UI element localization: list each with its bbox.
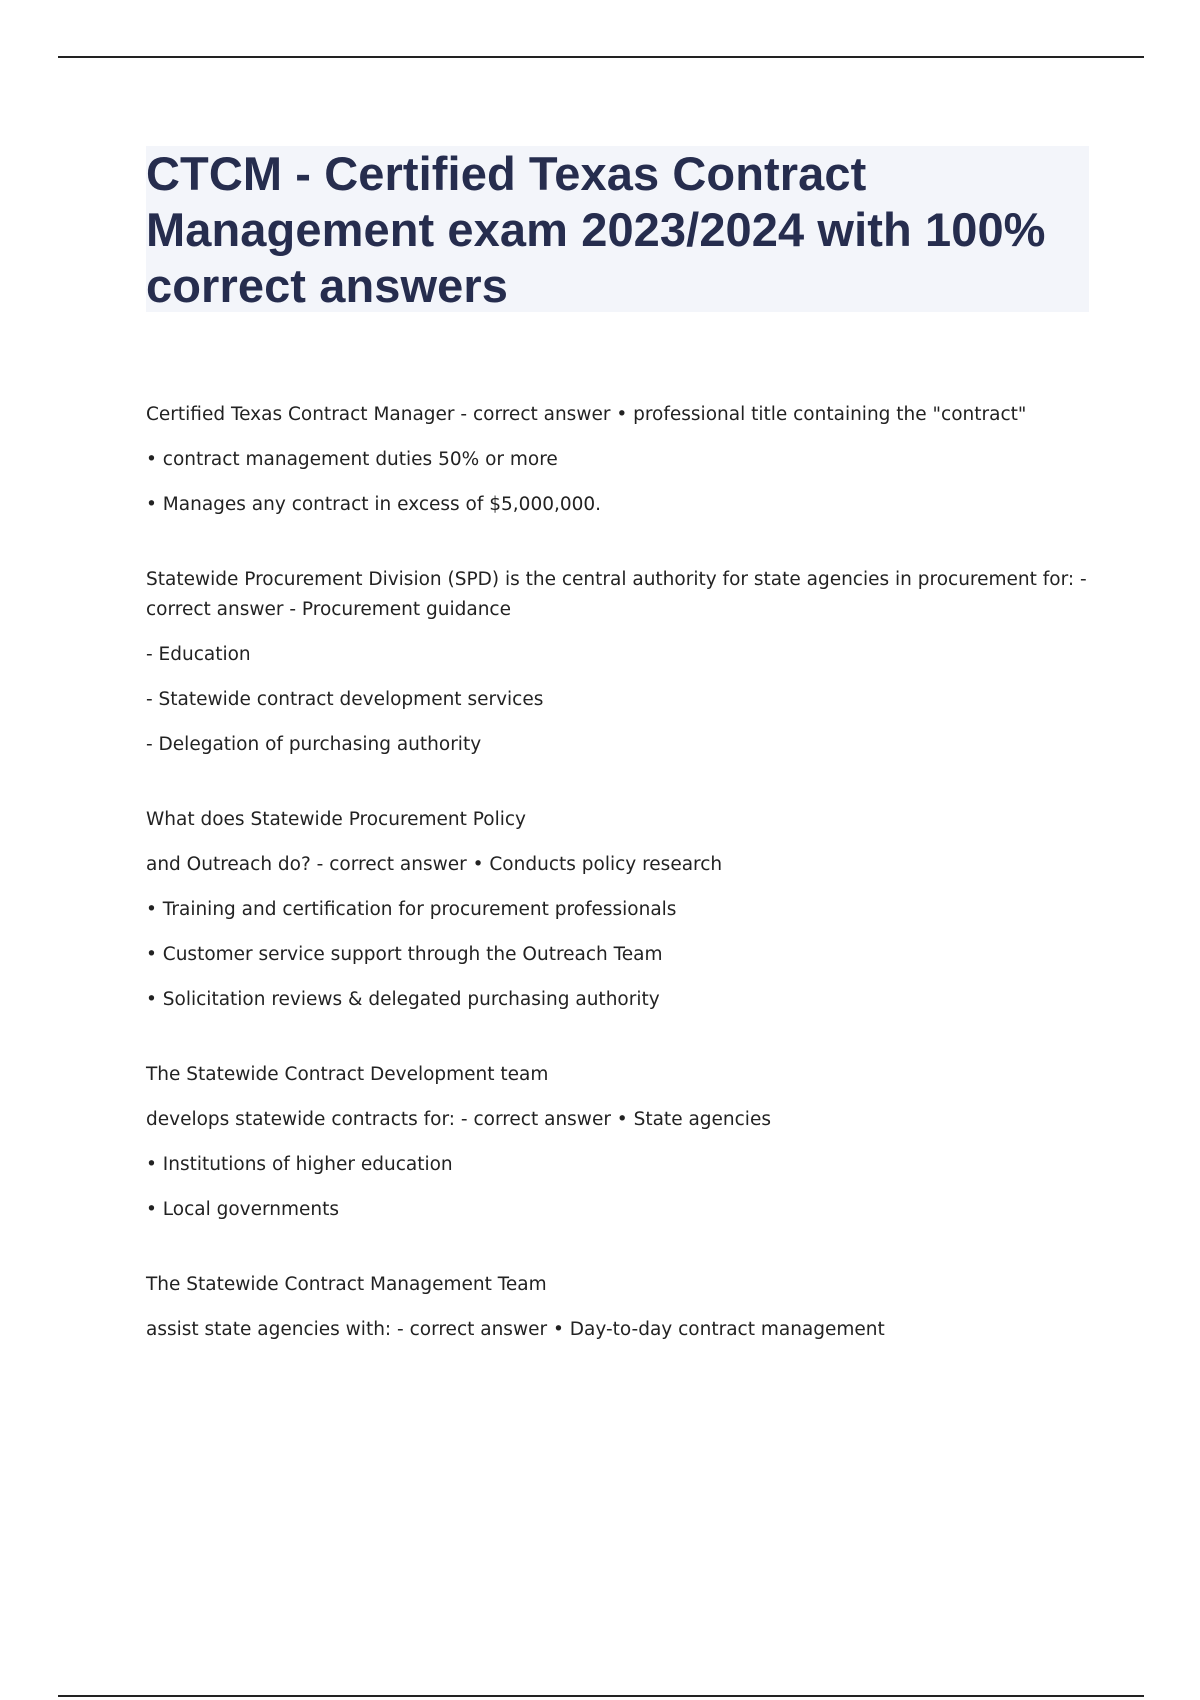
qa-line: - Education [146, 644, 251, 665]
qa-line: What does Statewide Procurement Policy [146, 809, 526, 830]
bottom-rule [58, 1695, 1144, 1697]
qa-line: • Institutions of higher education [146, 1154, 453, 1175]
document-title: CTCM - Certified Texas Contract Management exam 2023/2024 with 100% correct answers [146, 147, 1046, 312]
qa-line: • Training and certification for procurement professionals [146, 899, 677, 920]
qa-line: assist state agencies with: - correct answer • Day-to-day contract management [146, 1319, 885, 1340]
qa-entry [146, 805, 1106, 1015]
qa-line: • Customer service support through the Outreach Team [146, 944, 663, 965]
qa-line: • Manages any contract in excess of $5,000,000. [146, 494, 602, 515]
qa-entry [146, 1060, 1106, 1225]
qa-line: Statewide Procurement Division (SPD) is the central authority for state agencies in procurement for: - correct answer - Procurement guidance [146, 569, 1087, 620]
qa-line: • Solicitation reviews & delegated purchasing authority [146, 989, 660, 1010]
qa-line: and Outreach do? - correct answer • Conducts policy research [146, 854, 723, 875]
qa-line: - Statewide contract development services [146, 689, 544, 710]
qa-line: The Statewide Contract Development team [146, 1064, 549, 1085]
qa-line: The Statewide Contract Management Team [146, 1274, 547, 1295]
qa-line: - Delegation of purchasing authority [146, 734, 482, 755]
qa-entry [146, 400, 1106, 520]
top-rule [58, 56, 1144, 58]
qa-entry [146, 1270, 1106, 1345]
qa-line: Certified Texas Contract Manager - correct answer • professional title containing the "contract" [146, 404, 1027, 425]
qa-entry [146, 565, 1106, 760]
title-banner [146, 146, 1089, 312]
qa-line: develops statewide contracts for: - correct answer • State agencies [146, 1109, 771, 1130]
qa-content [146, 400, 1106, 1390]
qa-line: • contract management duties 50% or more [146, 449, 558, 470]
qa-line: • Local governments [146, 1199, 340, 1220]
